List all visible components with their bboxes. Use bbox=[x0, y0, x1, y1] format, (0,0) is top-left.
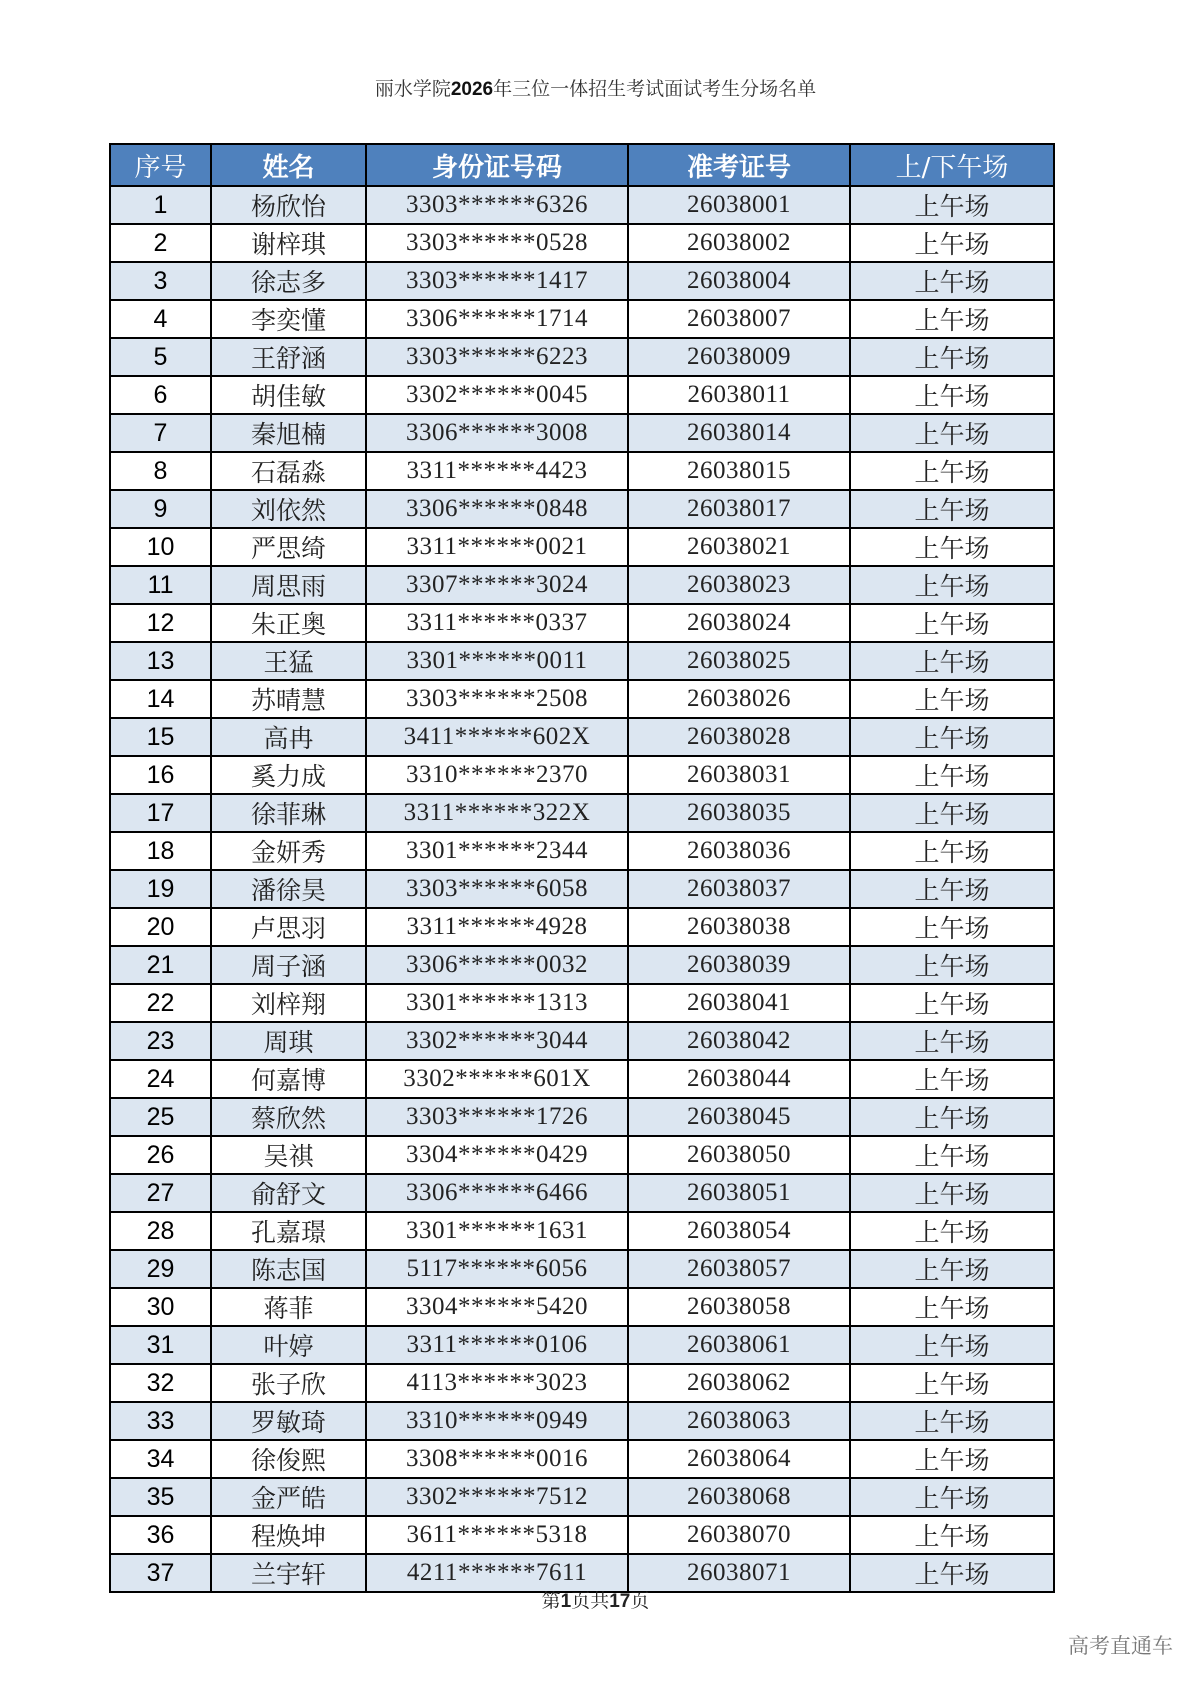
row-id-number: 3311******322X bbox=[366, 794, 628, 832]
row-seq: 14 bbox=[110, 680, 211, 718]
row-name: 徐俊熙 bbox=[211, 1440, 366, 1478]
row-id-number: 3301******0011 bbox=[366, 642, 628, 680]
row-id-number: 3304******5420 bbox=[366, 1288, 628, 1326]
row-session: 上午场 bbox=[850, 604, 1054, 642]
table-row bbox=[110, 1516, 1054, 1554]
row-seq: 22 bbox=[110, 984, 211, 1022]
row-seq: 23 bbox=[110, 1022, 211, 1060]
row-exam-number: 26038054 bbox=[628, 1212, 850, 1250]
row-name: 金妍秀 bbox=[211, 832, 366, 870]
row-seq: 1 bbox=[110, 186, 211, 224]
table-row bbox=[110, 490, 1054, 528]
row-session: 上午场 bbox=[850, 490, 1054, 528]
row-session: 上午场 bbox=[850, 680, 1054, 718]
row-seq: 20 bbox=[110, 908, 211, 946]
row-session: 上午场 bbox=[850, 1516, 1054, 1554]
row-seq: 36 bbox=[110, 1516, 211, 1554]
row-id-number: 3304******0429 bbox=[366, 1136, 628, 1174]
table-row bbox=[110, 414, 1054, 452]
row-seq: 16 bbox=[110, 756, 211, 794]
row-id-number: 3306******0848 bbox=[366, 490, 628, 528]
row-name: 金严皓 bbox=[211, 1478, 366, 1516]
row-name: 杨欣怡 bbox=[211, 186, 366, 224]
row-session: 上午场 bbox=[850, 756, 1054, 794]
row-exam-number: 26038071 bbox=[628, 1554, 850, 1592]
row-session: 上午场 bbox=[850, 908, 1054, 946]
row-name: 徐志多 bbox=[211, 262, 366, 300]
row-exam-number: 26038044 bbox=[628, 1060, 850, 1098]
table-row bbox=[110, 680, 1054, 718]
table-row bbox=[110, 1288, 1054, 1326]
row-name: 刘依然 bbox=[211, 490, 366, 528]
table-row bbox=[110, 1440, 1054, 1478]
row-session: 上午场 bbox=[850, 1554, 1054, 1592]
row-session: 上午场 bbox=[850, 1326, 1054, 1364]
table-row bbox=[110, 1478, 1054, 1516]
row-name: 朱正奥 bbox=[211, 604, 366, 642]
row-name: 程焕坤 bbox=[211, 1516, 366, 1554]
table-row bbox=[110, 1136, 1054, 1174]
row-id-number: 3302******3044 bbox=[366, 1022, 628, 1060]
col-header-session: 上/下午场 bbox=[850, 144, 1054, 186]
row-exam-number: 26038014 bbox=[628, 414, 850, 452]
row-seq: 21 bbox=[110, 946, 211, 984]
row-exam-number: 26038007 bbox=[628, 300, 850, 338]
row-name: 周琪 bbox=[211, 1022, 366, 1060]
table-row bbox=[110, 1212, 1054, 1250]
row-name: 周子涵 bbox=[211, 946, 366, 984]
row-seq: 12 bbox=[110, 604, 211, 642]
row-seq: 11 bbox=[110, 566, 211, 604]
row-session: 上午场 bbox=[850, 794, 1054, 832]
table-body bbox=[110, 186, 1054, 1592]
row-exam-number: 26038025 bbox=[628, 642, 850, 680]
row-exam-number: 26038021 bbox=[628, 528, 850, 566]
row-name: 罗敏琦 bbox=[211, 1402, 366, 1440]
row-name: 卢思羽 bbox=[211, 908, 366, 946]
row-id-number: 3303******1417 bbox=[366, 262, 628, 300]
row-exam-number: 26038058 bbox=[628, 1288, 850, 1326]
row-seq: 30 bbox=[110, 1288, 211, 1326]
row-name: 潘徐昊 bbox=[211, 870, 366, 908]
row-exam-number: 26038004 bbox=[628, 262, 850, 300]
row-exam-number: 26038062 bbox=[628, 1364, 850, 1402]
row-session: 上午场 bbox=[850, 832, 1054, 870]
row-name: 王猛 bbox=[211, 642, 366, 680]
row-id-number: 3311******0021 bbox=[366, 528, 628, 566]
row-exam-number: 26038001 bbox=[628, 186, 850, 224]
row-id-number: 3307******3024 bbox=[366, 566, 628, 604]
row-seq: 3 bbox=[110, 262, 211, 300]
row-name: 何嘉博 bbox=[211, 1060, 366, 1098]
row-name: 石磊淼 bbox=[211, 452, 366, 490]
row-session: 上午场 bbox=[850, 718, 1054, 756]
row-name: 刘梓翔 bbox=[211, 984, 366, 1022]
table-row bbox=[110, 604, 1054, 642]
row-seq: 2 bbox=[110, 224, 211, 262]
table-row bbox=[110, 984, 1054, 1022]
row-exam-number: 26038070 bbox=[628, 1516, 850, 1554]
row-session: 上午场 bbox=[850, 528, 1054, 566]
row-name: 吴祺 bbox=[211, 1136, 366, 1174]
row-id-number: 3302******601X bbox=[366, 1060, 628, 1098]
row-exam-number: 26038068 bbox=[628, 1478, 850, 1516]
table-row bbox=[110, 718, 1054, 756]
row-session: 上午场 bbox=[850, 1364, 1054, 1402]
page-current: 1 bbox=[560, 1591, 572, 1612]
title-prefix: 丽水学院 bbox=[374, 78, 451, 100]
row-exam-number: 26038041 bbox=[628, 984, 850, 1022]
table-row bbox=[110, 1402, 1054, 1440]
row-id-number: 3308******0016 bbox=[366, 1440, 628, 1478]
table-row bbox=[110, 946, 1054, 984]
row-seq: 18 bbox=[110, 832, 211, 870]
row-seq: 27 bbox=[110, 1174, 211, 1212]
row-seq: 4 bbox=[110, 300, 211, 338]
row-exam-number: 26038036 bbox=[628, 832, 850, 870]
row-seq: 35 bbox=[110, 1478, 211, 1516]
row-session: 上午场 bbox=[850, 224, 1054, 262]
table-row bbox=[110, 1326, 1054, 1364]
row-seq: 9 bbox=[110, 490, 211, 528]
page-prefix: 第 bbox=[541, 1590, 561, 1612]
row-id-number: 3301******2344 bbox=[366, 832, 628, 870]
row-name: 蔡欣然 bbox=[211, 1098, 366, 1136]
row-id-number: 3311******4928 bbox=[366, 908, 628, 946]
row-exam-number: 26038035 bbox=[628, 794, 850, 832]
row-seq: 31 bbox=[110, 1326, 211, 1364]
row-session: 上午场 bbox=[850, 376, 1054, 414]
row-exam-number: 26038024 bbox=[628, 604, 850, 642]
row-id-number: 3306******0032 bbox=[366, 946, 628, 984]
row-exam-number: 26038051 bbox=[628, 1174, 850, 1212]
row-id-number: 3303******6223 bbox=[366, 338, 628, 376]
table-row bbox=[110, 186, 1054, 224]
row-name: 苏晴慧 bbox=[211, 680, 366, 718]
table-row bbox=[110, 794, 1054, 832]
table-row bbox=[110, 642, 1054, 680]
row-session: 上午场 bbox=[850, 300, 1054, 338]
row-id-number: 3306******3008 bbox=[366, 414, 628, 452]
table-row bbox=[110, 452, 1054, 490]
page-title bbox=[0, 74, 1191, 101]
row-id-number: 3303******6058 bbox=[366, 870, 628, 908]
row-exam-number: 26038042 bbox=[628, 1022, 850, 1060]
page-total: 17 bbox=[609, 1591, 631, 1612]
row-seq: 6 bbox=[110, 376, 211, 414]
row-name: 兰宇轩 bbox=[211, 1554, 366, 1592]
row-seq: 26 bbox=[110, 1136, 211, 1174]
row-name: 徐菲琳 bbox=[211, 794, 366, 832]
row-name: 孔嘉璟 bbox=[211, 1212, 366, 1250]
row-name: 蒋菲 bbox=[211, 1288, 366, 1326]
row-exam-number: 26038011 bbox=[628, 376, 850, 414]
row-session: 上午场 bbox=[850, 1136, 1054, 1174]
row-id-number: 3306******1714 bbox=[366, 300, 628, 338]
col-header-seq: 序号 bbox=[110, 144, 211, 186]
row-name: 胡佳敏 bbox=[211, 376, 366, 414]
page-indicator bbox=[0, 1586, 1191, 1613]
row-name: 张子欣 bbox=[211, 1364, 366, 1402]
row-exam-number: 26038057 bbox=[628, 1250, 850, 1288]
row-id-number: 4211******7611 bbox=[366, 1554, 628, 1592]
row-exam-number: 26038028 bbox=[628, 718, 850, 756]
table-row bbox=[110, 1060, 1054, 1098]
row-seq: 7 bbox=[110, 414, 211, 452]
row-exam-number: 26038031 bbox=[628, 756, 850, 794]
row-exam-number: 26038002 bbox=[628, 224, 850, 262]
row-id-number: 3411******602X bbox=[366, 718, 628, 756]
row-exam-number: 26038063 bbox=[628, 1402, 850, 1440]
row-seq: 28 bbox=[110, 1212, 211, 1250]
row-id-number: 3306******6466 bbox=[366, 1174, 628, 1212]
row-session: 上午场 bbox=[850, 642, 1054, 680]
table-row bbox=[110, 566, 1054, 604]
row-name: 俞舒文 bbox=[211, 1174, 366, 1212]
row-seq: 8 bbox=[110, 452, 211, 490]
row-id-number: 3301******1313 bbox=[366, 984, 628, 1022]
row-session: 上午场 bbox=[850, 414, 1054, 452]
row-name: 谢梓琪 bbox=[211, 224, 366, 262]
row-session: 上午场 bbox=[850, 870, 1054, 908]
row-id-number: 3311******0106 bbox=[366, 1326, 628, 1364]
row-session: 上午场 bbox=[850, 1060, 1054, 1098]
row-name: 李奕懂 bbox=[211, 300, 366, 338]
table-row bbox=[110, 376, 1054, 414]
table-row bbox=[110, 338, 1054, 376]
table-row bbox=[110, 756, 1054, 794]
row-exam-number: 26038045 bbox=[628, 1098, 850, 1136]
row-seq: 15 bbox=[110, 718, 211, 756]
table-row bbox=[110, 1174, 1054, 1212]
row-session: 上午场 bbox=[850, 1212, 1054, 1250]
row-exam-number: 26038009 bbox=[628, 338, 850, 376]
row-session: 上午场 bbox=[850, 338, 1054, 376]
col-header-exam-no: 准考证号 bbox=[628, 144, 850, 186]
row-seq: 29 bbox=[110, 1250, 211, 1288]
row-name: 秦旭楠 bbox=[211, 414, 366, 452]
col-header-id: 身份证号码 bbox=[366, 144, 628, 186]
row-exam-number: 26038023 bbox=[628, 566, 850, 604]
row-seq: 25 bbox=[110, 1098, 211, 1136]
row-id-number: 5117******6056 bbox=[366, 1250, 628, 1288]
row-seq: 13 bbox=[110, 642, 211, 680]
row-session: 上午场 bbox=[850, 452, 1054, 490]
table-row bbox=[110, 832, 1054, 870]
row-name: 周思雨 bbox=[211, 566, 366, 604]
candidate-table bbox=[109, 143, 1055, 1593]
row-session: 上午场 bbox=[850, 1174, 1054, 1212]
row-session: 上午场 bbox=[850, 1402, 1054, 1440]
row-id-number: 3303******1726 bbox=[366, 1098, 628, 1136]
row-name: 陈志国 bbox=[211, 1250, 366, 1288]
row-id-number: 3311******0337 bbox=[366, 604, 628, 642]
row-id-number: 3303******6326 bbox=[366, 186, 628, 224]
table-row bbox=[110, 300, 1054, 338]
row-session: 上午场 bbox=[850, 186, 1054, 224]
row-name: 奚力成 bbox=[211, 756, 366, 794]
row-id-number: 3310******0949 bbox=[366, 1402, 628, 1440]
page-middle: 页共 bbox=[571, 1590, 610, 1612]
row-exam-number: 26038064 bbox=[628, 1440, 850, 1478]
title-suffix: 年三位一体招生考试面试考生分场名单 bbox=[493, 78, 817, 100]
table-header-row bbox=[110, 144, 1054, 186]
table-row bbox=[110, 870, 1054, 908]
row-seq: 24 bbox=[110, 1060, 211, 1098]
row-seq: 17 bbox=[110, 794, 211, 832]
row-session: 上午场 bbox=[850, 1098, 1054, 1136]
row-session: 上午场 bbox=[850, 984, 1054, 1022]
row-session: 上午场 bbox=[850, 1022, 1054, 1060]
row-exam-number: 26038037 bbox=[628, 870, 850, 908]
row-name: 叶婷 bbox=[211, 1326, 366, 1364]
row-exam-number: 26038017 bbox=[628, 490, 850, 528]
row-id-number: 3301******1631 bbox=[366, 1212, 628, 1250]
row-session: 上午场 bbox=[850, 1250, 1054, 1288]
row-session: 上午场 bbox=[850, 1288, 1054, 1326]
row-exam-number: 26038015 bbox=[628, 452, 850, 490]
table-row bbox=[110, 262, 1054, 300]
row-id-number: 3302******7512 bbox=[366, 1478, 628, 1516]
row-seq: 10 bbox=[110, 528, 211, 566]
row-seq: 19 bbox=[110, 870, 211, 908]
title-year: 2026 bbox=[450, 79, 494, 100]
row-seq: 37 bbox=[110, 1554, 211, 1592]
row-exam-number: 26038039 bbox=[628, 946, 850, 984]
row-session: 上午场 bbox=[850, 1478, 1054, 1516]
row-id-number: 3310******2370 bbox=[366, 756, 628, 794]
row-id-number: 3611******5318 bbox=[366, 1516, 628, 1554]
row-id-number: 4113******3023 bbox=[366, 1364, 628, 1402]
row-session: 上午场 bbox=[850, 566, 1054, 604]
row-id-number: 3311******4423 bbox=[366, 452, 628, 490]
col-header-name: 姓名 bbox=[211, 144, 366, 186]
watermark: 高考直通车 bbox=[1068, 1634, 1173, 1658]
row-session: 上午场 bbox=[850, 262, 1054, 300]
table-row bbox=[110, 1364, 1054, 1402]
table-row bbox=[110, 1250, 1054, 1288]
row-seq: 33 bbox=[110, 1402, 211, 1440]
row-id-number: 3303******2508 bbox=[366, 680, 628, 718]
row-exam-number: 26038061 bbox=[628, 1326, 850, 1364]
row-seq: 5 bbox=[110, 338, 211, 376]
page-suffix: 页 bbox=[630, 1590, 650, 1612]
row-name: 严思绮 bbox=[211, 528, 366, 566]
row-seq: 34 bbox=[110, 1440, 211, 1478]
row-id-number: 3302******0045 bbox=[366, 376, 628, 414]
row-seq: 32 bbox=[110, 1364, 211, 1402]
row-session: 上午场 bbox=[850, 1440, 1054, 1478]
table-row bbox=[110, 224, 1054, 262]
table-row bbox=[110, 908, 1054, 946]
row-exam-number: 26038038 bbox=[628, 908, 850, 946]
row-session: 上午场 bbox=[850, 946, 1054, 984]
table-row bbox=[110, 528, 1054, 566]
row-name: 高冉 bbox=[211, 718, 366, 756]
row-exam-number: 26038050 bbox=[628, 1136, 850, 1174]
table-row bbox=[110, 1098, 1054, 1136]
row-exam-number: 26038026 bbox=[628, 680, 850, 718]
row-name: 王舒涵 bbox=[211, 338, 366, 376]
table-row bbox=[110, 1022, 1054, 1060]
row-id-number: 3303******0528 bbox=[366, 224, 628, 262]
